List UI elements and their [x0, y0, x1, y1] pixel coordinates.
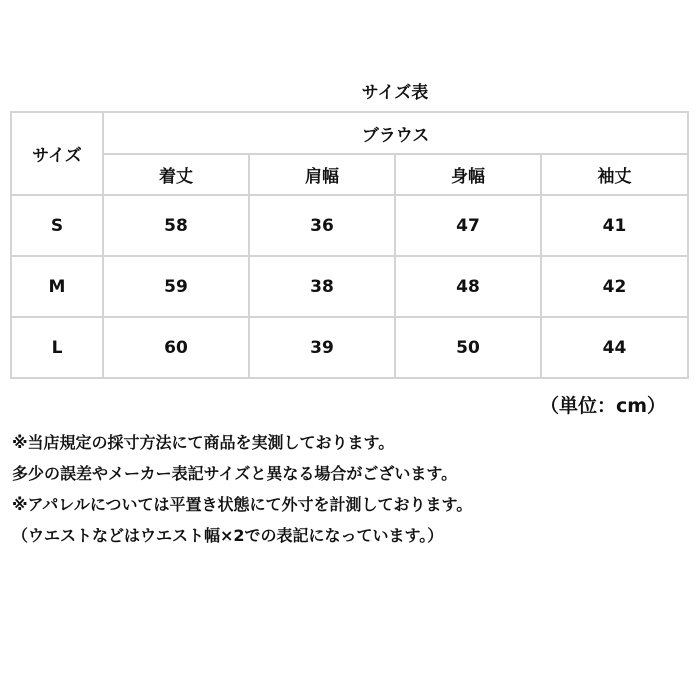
table-cell: 48 — [395, 256, 541, 317]
table-row — [11, 256, 688, 317]
note-line: 多少の誤差やメーカー表記サイズと異なる場合がございます。 — [12, 464, 458, 483]
size-label: M — [11, 256, 103, 317]
table-row — [11, 195, 688, 256]
table-cell: 58 — [103, 195, 249, 256]
size-label: S — [11, 195, 103, 256]
table-cell: 50 — [395, 317, 541, 378]
table-cell: 39 — [249, 317, 395, 378]
page-title: サイズ表 — [361, 83, 429, 103]
table-row — [11, 317, 688, 378]
table-cell: 38 — [249, 256, 395, 317]
column-header-width: 身幅 — [395, 154, 541, 195]
table-cell: 47 — [395, 195, 541, 256]
unit-label: （単位：cm） — [539, 395, 666, 417]
table-header-row — [11, 112, 688, 154]
column-header-sleeve: 袖丈 — [541, 154, 688, 195]
table-cell: 60 — [103, 317, 249, 378]
table-cell: 42 — [541, 256, 688, 317]
size-table — [10, 111, 689, 379]
table-cell: 44 — [541, 317, 688, 378]
table-cell: 59 — [103, 256, 249, 317]
note-line: ※当店規定の採寸方法にて商品を実測しております。 — [12, 433, 395, 452]
note-line: ※アパレルについては平置き状態にて外寸を計測しております。 — [12, 495, 473, 514]
size-column-header: サイズ — [11, 112, 103, 195]
column-header-length: 着丈 — [103, 154, 249, 195]
note-line: （ウエストなどはウエスト幅×2での表記になっています。） — [12, 526, 444, 545]
column-header-shoulder: 肩幅 — [249, 154, 395, 195]
size-label: L — [11, 317, 103, 378]
table-subheader-row — [11, 154, 688, 195]
table-cell: 41 — [541, 195, 688, 256]
group-header: ブラウス — [103, 112, 688, 154]
table-cell: 36 — [249, 195, 395, 256]
notes — [12, 427, 692, 551]
